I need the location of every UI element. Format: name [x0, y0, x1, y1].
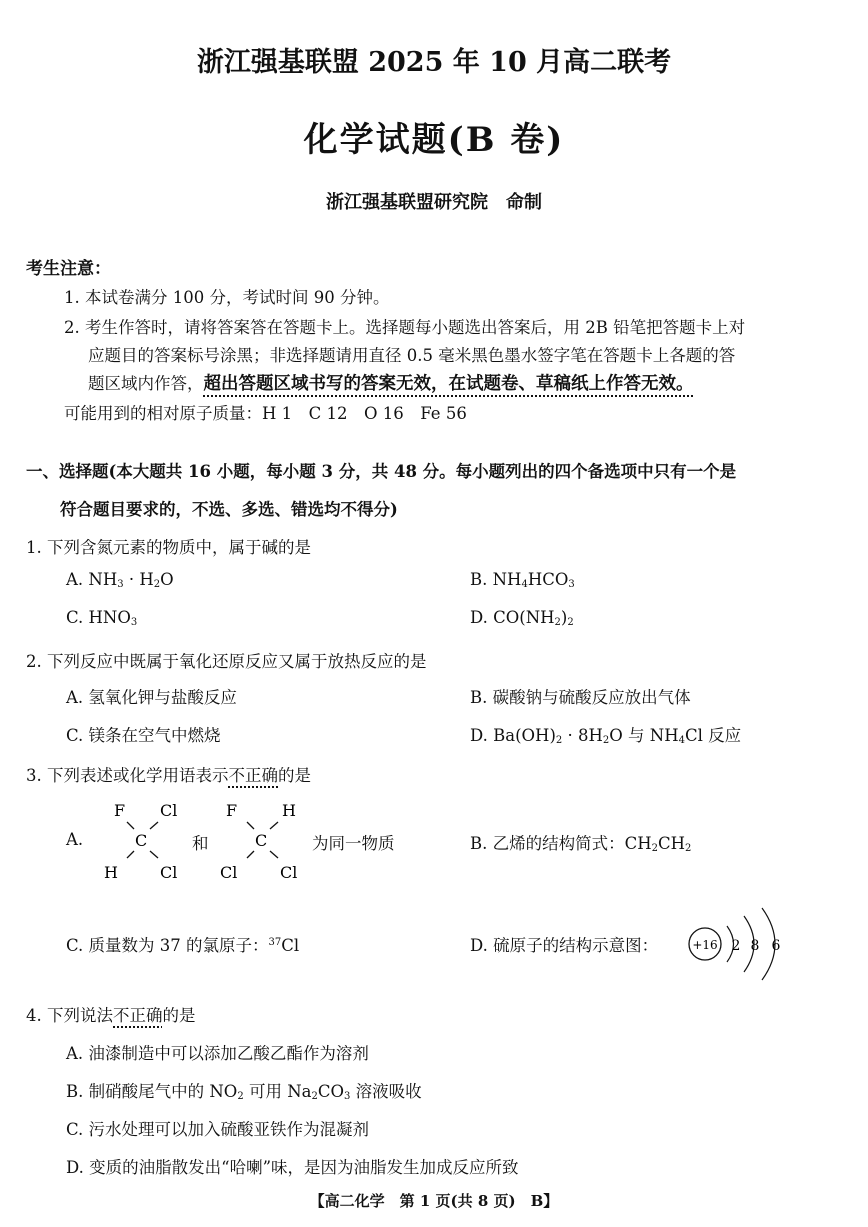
- q1-option-b: B. $NH_4HCO_3$: [470, 570, 575, 590]
- q3-option-a-text: 为同一物质: [312, 834, 395, 853]
- q4-stem: 4. 下列说法不正确的是: [26, 1006, 196, 1025]
- q3-option-c: C. 质量数为 37 的氯原子：$^{37}$Cl: [66, 936, 300, 955]
- q3-stem: 3. 下列表述或化学用语表示不正确的是: [26, 766, 311, 785]
- notice-item-2-line-3: [88, 370, 694, 395]
- q1-option-c: C. $HNO_3$: [66, 608, 138, 628]
- q1-option-a: A. $NH_3 \cdot H_2O$: [66, 570, 174, 590]
- q2-option-d: D. $Ba(OH)_2 \cdot 8H_2O$ 与 $NH_4Cl$ 反应: [470, 726, 742, 746]
- atom-center: C: [135, 831, 148, 850]
- atom-bottom-left: H: [104, 863, 118, 882]
- q3-molecule-1: [96, 796, 196, 890]
- q4-stem-emphasis: 不正确: [113, 1006, 163, 1025]
- bond-line: [127, 851, 134, 858]
- q2-option-a: A. 氢氧化钾与盐酸反应: [66, 688, 237, 707]
- shell-electrons-1: 2: [731, 938, 741, 954]
- q3-option-d: D. 硫原子的结构示意图：: [470, 936, 659, 955]
- notice-item-1: 1. 本试卷满分 100 分，考试时间 90 分钟。: [64, 288, 390, 307]
- bond-line: [270, 822, 278, 829]
- q3-option-a-and: 和: [192, 834, 209, 853]
- atom-bottom-left: Cl: [220, 863, 238, 882]
- bond-line: [247, 851, 254, 858]
- nucleus-charge: +16: [692, 938, 718, 952]
- bond-line: [270, 851, 278, 858]
- atom-center: C: [255, 831, 268, 850]
- issuer: 浙江强基联盟研究院 命制: [326, 192, 542, 213]
- atom-top-right: Cl: [160, 801, 178, 820]
- atom-top-left: F: [114, 801, 126, 820]
- notice-item-2-line-3-plain: 题区域内作答，: [88, 374, 204, 393]
- bond-line: [150, 822, 158, 829]
- atom-bottom-right: Cl: [280, 863, 298, 882]
- q1-option-d: D. $CO(NH_2)_2$: [470, 608, 574, 628]
- q2-stem: 2. 下列反应中既属于氧化还原反应又属于放热反应的是: [26, 652, 427, 671]
- q3-option-a-label: A.: [66, 830, 84, 849]
- bond-line: [150, 851, 158, 858]
- notice-item-2-line-2: 应题目的答案标号涂黑；非选择题请用直径 0.5 毫米黑色墨水签字笔在答题卡上各题的答: [88, 346, 736, 365]
- shell-electrons-3: 6: [771, 938, 781, 954]
- atom-bottom-right: Cl: [160, 863, 178, 882]
- q3-sulfur-atom-diagram: [684, 904, 794, 984]
- notice-heading: 考生注意：: [26, 259, 111, 279]
- subject-title: 化学试题(B 卷): [303, 120, 565, 160]
- q3-stem-emphasis: 不正确: [228, 766, 278, 785]
- exam-title: 浙江强基联盟 2025 年 10 月高二联考: [196, 47, 672, 78]
- bond-line: [247, 822, 254, 829]
- bond-line: [127, 822, 134, 829]
- q4-option-c: C. 污水处理可以加入硫酸亚铁作为混凝剂: [66, 1120, 370, 1139]
- q2-option-b: B. 碳酸钠与硫酸反应放出气体: [470, 688, 691, 707]
- notice-item-2-line-1: 2. 考生作答时，请将答案答在答题卡上。选择题每小题选出答案后，用 2B 铅笔把答题卡上对: [64, 318, 746, 337]
- shell-electrons-2: 8: [750, 938, 760, 954]
- q3-option-b: B. 乙烯的结构简式：$CH_2CH_2$: [470, 834, 692, 854]
- section-1-heading-line-1: 一、选择题(本大题共 16 小题，每小题 3 分，共 48 分。每小题列出的四个备选项中只有一个是: [26, 462, 737, 481]
- q1-stem: 1. 下列含氮元素的物质中，属于碱的是: [26, 538, 311, 557]
- section-1-heading-line-2: 符合题目要求的，不选、多选、错选均不得分): [60, 500, 398, 519]
- page-footer: 【高二化学 第 1 页(共 8 页) B】: [309, 1192, 559, 1210]
- q3-molecule-2: [216, 796, 316, 890]
- atomic-mass-line: 可能用到的相对原子质量：H 1 C 12 O 16 Fe 56: [64, 404, 467, 423]
- notice-item-2-emphasis: 超出答题区域书写的答案无效，在试题卷、草稿纸上作答无效。: [203, 374, 694, 394]
- q2-option-c: C. 镁条在空气中燃烧: [66, 726, 221, 745]
- q4-option-b: B. 制硝酸尾气中的 $NO_2$ 可用 $Na_2CO_3$ 溶液吸收: [66, 1082, 422, 1102]
- q4-option-a: A. 油漆制造中可以添加乙酸乙酯作为溶剂: [66, 1044, 369, 1063]
- atom-top-right: H: [282, 801, 296, 820]
- q4-option-d: D. 变质的油脂散发出“哈喇”味，是因为油脂发生加成反应所致: [66, 1158, 519, 1177]
- atom-top-left: F: [226, 801, 238, 820]
